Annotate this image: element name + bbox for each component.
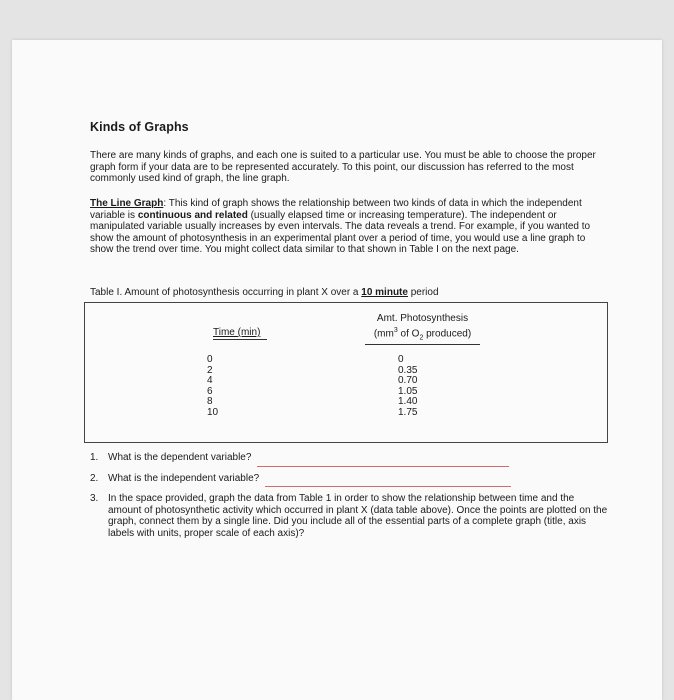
amount-cell: 0.70 bbox=[398, 375, 418, 387]
question-number: 2. bbox=[90, 472, 99, 484]
time-cell: 6 bbox=[207, 385, 213, 397]
amount-cell: 1.75 bbox=[398, 406, 418, 418]
amount-cell: 1.40 bbox=[398, 396, 418, 408]
question-text: What is the independent variable? bbox=[108, 472, 260, 484]
data-table bbox=[84, 302, 608, 443]
amount-header-line1: Amt. Photosynthesis bbox=[376, 313, 469, 324]
time-cell: 2 bbox=[207, 364, 213, 376]
answer-line-1[interactable] bbox=[257, 465, 509, 467]
question-number: 3. bbox=[90, 493, 99, 504]
line-graph-paragraph bbox=[90, 198, 605, 256]
time-cell: 8 bbox=[207, 396, 213, 408]
question-1 bbox=[90, 452, 610, 464]
amount-cell: 0 bbox=[398, 354, 404, 365]
question-2 bbox=[90, 473, 610, 485]
amount-cell: 1.05 bbox=[398, 385, 418, 397]
amount-column-header bbox=[365, 313, 480, 345]
amount-header-post: produced) bbox=[423, 328, 472, 340]
amount-cell: 0.35 bbox=[398, 364, 418, 376]
question-list bbox=[90, 452, 610, 548]
amount-header-mid: of O bbox=[397, 328, 420, 340]
line-graph-lead: The Line Graph bbox=[90, 198, 164, 209]
caption-suffix: period bbox=[407, 287, 439, 298]
question-text: What is the dependent variable? bbox=[108, 452, 252, 463]
question-body bbox=[108, 452, 610, 464]
line-graph-text-2: (usually elapsed time or increasing temperature). The independent or manipulated variable usually increases by even intervals. The data reveals a trend. For example, if you wanted to show the amount of photosynthesis in an experimental plant over a period of time, you would use a line graph to show the trend over time. You might collect data similar to that shown in Table I on the next page. bbox=[90, 209, 591, 256]
time-cell: 4 bbox=[207, 375, 213, 387]
caption-underlined: 10 minute bbox=[361, 287, 408, 298]
time-column-header: Time (min) bbox=[213, 327, 267, 340]
answer-line-2[interactable] bbox=[265, 485, 511, 487]
intro-paragraph: There are many kinds of graphs, and each one is suited to a particular use. You must be able to choose the proper graph form if your data are to be represented accurately. To this point, our discussion has referred to the most commonly used kind of graph, the line graph. bbox=[90, 150, 596, 185]
time-values bbox=[207, 355, 218, 419]
question-number: 1. bbox=[90, 452, 99, 463]
question-text: In the space provided, graph the data from Table 1 in order to show the relationship between time and the amount of photosynthetic activity which occurred in plant X (data table above). Once the points are plotted on the graph, connect them by a single line. Did you include all of the essential parts of a complete graph (title, axis labels with units, proper scale of each axis)? bbox=[108, 493, 608, 539]
question-3 bbox=[90, 493, 610, 539]
question-body bbox=[108, 473, 610, 485]
line-graph-text-1: : This kind of graph shows the relationship between two kinds of data in which the independent variable is bbox=[90, 198, 582, 221]
time-cell: 0 bbox=[207, 354, 213, 365]
time-cell: 10 bbox=[207, 406, 219, 418]
table-caption bbox=[90, 287, 510, 298]
line-graph-bold: continuous and related bbox=[137, 209, 248, 221]
amount-header-sup: 3 bbox=[393, 327, 398, 334]
caption-prefix: Table I. Amount of photosynthesis occurring in plant X over a bbox=[90, 287, 362, 298]
amount-values bbox=[398, 355, 417, 419]
amount-header-pre: (mm bbox=[373, 328, 394, 340]
amount-header-sub: 2 bbox=[419, 334, 424, 342]
section-heading: Kinds of Graphs bbox=[90, 120, 189, 134]
amount-header-line2 bbox=[365, 325, 480, 345]
